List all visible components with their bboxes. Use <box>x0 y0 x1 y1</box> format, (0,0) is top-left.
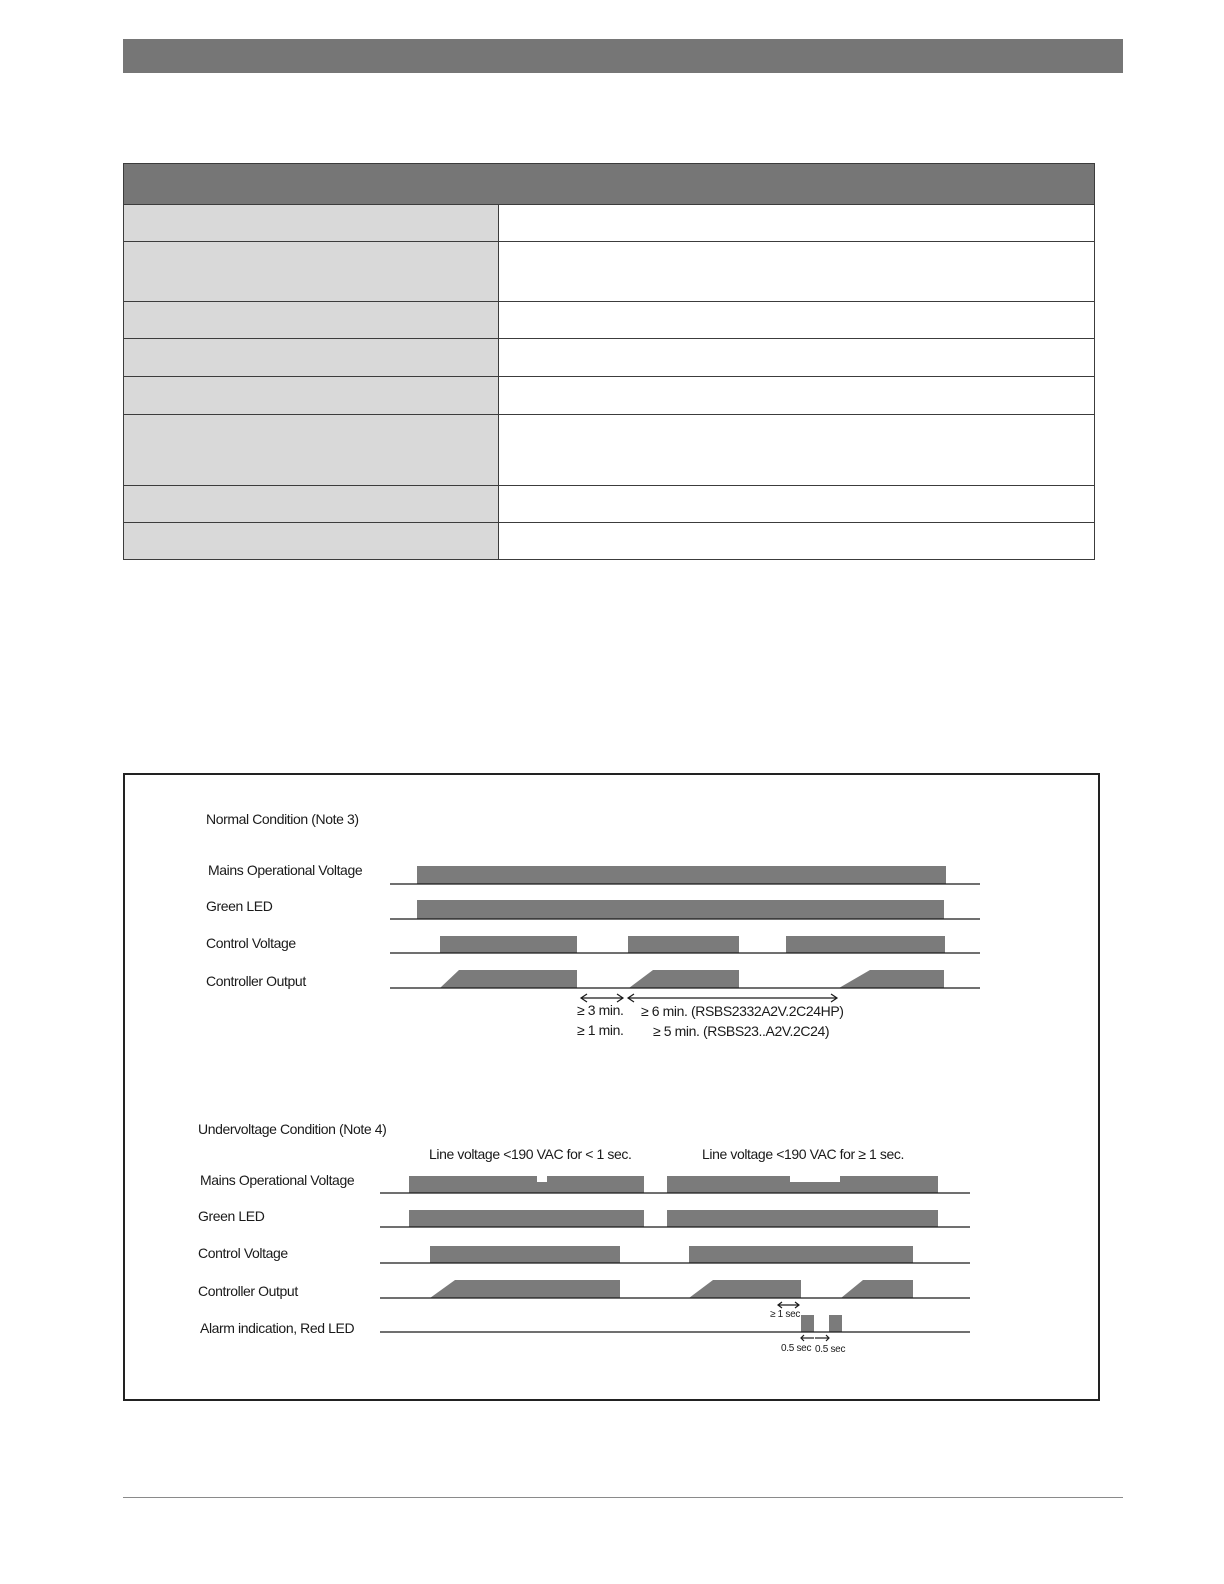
row-label <box>124 486 499 523</box>
pulse-off-label: 0.5 sec <box>815 1344 846 1355</box>
min-off-label-a: ≥ 3 min. <box>577 1002 624 1018</box>
dip-long-label: Line voltage <190 VAC for ≥ 1 sec. <box>702 1146 905 1162</box>
uv-green-led-label: Green LED <box>198 1208 265 1224</box>
timing-diagram <box>125 775 1098 1399</box>
normal-condition-title: Normal Condition (Note 3) <box>206 811 359 827</box>
normal-controller-output-label: Controller Output <box>206 973 306 989</box>
row-value <box>499 339 1095 377</box>
row-value <box>499 205 1095 242</box>
min-off-label-b: ≥ 1 min. <box>577 1022 624 1038</box>
normal-control-pulse <box>628 936 739 953</box>
normal-green-led-signal <box>417 900 944 919</box>
undervoltage-condition-title: Undervoltage Condition (Note 4) <box>198 1121 387 1137</box>
table-row <box>124 205 1095 242</box>
uv-mains-signal-long-dip <box>667 1176 938 1193</box>
table-row <box>124 302 1095 339</box>
normal-output-ramp <box>629 970 739 988</box>
alarm-pulse <box>801 1315 814 1332</box>
normal-output-ramp <box>839 970 944 988</box>
row-label <box>124 339 499 377</box>
uv-green-led-signal <box>409 1210 644 1227</box>
uv-mains-signal-short-dip <box>409 1176 644 1193</box>
row-label <box>124 205 499 242</box>
uv-mains-label: Mains Operational Voltage <box>200 1172 355 1188</box>
table-row <box>124 486 1095 523</box>
row-label <box>124 415 499 486</box>
row-value <box>499 486 1095 523</box>
normal-control-pulse <box>440 936 577 953</box>
alarm-pulse <box>829 1315 842 1332</box>
table-row <box>124 415 1095 486</box>
footer-rule <box>123 1497 1123 1498</box>
row-value <box>499 242 1095 302</box>
pulse-on-label: 0.5 sec <box>781 1343 812 1354</box>
row-value <box>499 377 1095 415</box>
row-label <box>124 242 499 302</box>
row-value <box>499 523 1095 560</box>
row-label <box>124 302 499 339</box>
alarm-delay-label: ≥ 1 sec <box>770 1309 801 1320</box>
normal-mains-signal <box>417 866 946 884</box>
uv-output-ramp <box>430 1280 620 1298</box>
table-row <box>124 377 1095 415</box>
normal-mains-label: Mains Operational Voltage <box>208 862 363 878</box>
table-header-row <box>124 164 1095 205</box>
header-bar <box>123 39 1123 73</box>
uv-control-voltage-label: Control Voltage <box>198 1245 288 1261</box>
table-row <box>124 339 1095 377</box>
uv-controller-output-label: Controller Output <box>198 1283 298 1299</box>
uv-control-pulse <box>430 1246 620 1263</box>
restart-label-b: ≥ 5 min. (RSBS23..A2V.2C24) <box>653 1023 830 1039</box>
timing-diagram-frame <box>123 773 1100 1401</box>
table-row <box>124 523 1095 560</box>
row-label <box>124 523 499 560</box>
row-value <box>499 415 1095 486</box>
dip-short-label: Line voltage <190 VAC for < 1 sec. <box>429 1146 632 1162</box>
uv-alarm-label: Alarm indication, Red LED <box>200 1320 355 1336</box>
normal-control-voltage-label: Control Voltage <box>206 935 296 951</box>
table-header <box>124 164 1095 205</box>
restart-label-a: ≥ 6 min. (RSBS2332A2V.2C24HP) <box>641 1003 844 1019</box>
row-value <box>499 302 1095 339</box>
normal-control-pulse <box>786 936 945 953</box>
specification-table <box>123 163 1095 560</box>
uv-output-ramp <box>689 1280 801 1298</box>
uv-green-led-signal <box>667 1210 938 1227</box>
row-label <box>124 377 499 415</box>
normal-output-ramp <box>440 970 577 988</box>
normal-green-led-label: Green LED <box>206 898 273 914</box>
uv-control-pulse <box>689 1246 913 1263</box>
uv-output-ramp <box>841 1280 913 1298</box>
table-row <box>124 242 1095 302</box>
